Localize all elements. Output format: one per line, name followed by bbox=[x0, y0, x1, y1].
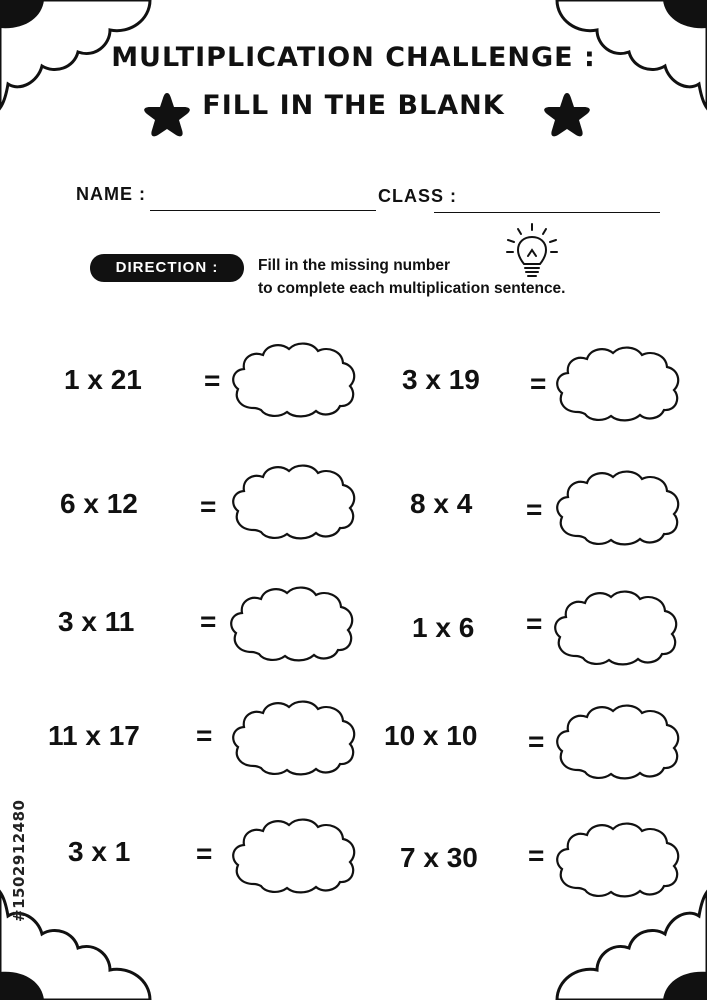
name-label: NAME : bbox=[76, 184, 146, 204]
class-label: CLASS : bbox=[378, 186, 457, 206]
cloud-answer-box-icon[interactable] bbox=[554, 700, 682, 780]
problem-8-10x10: 10 x 10 bbox=[384, 720, 478, 751]
cloud-answer-box-icon[interactable] bbox=[552, 586, 680, 666]
equals-sign: = bbox=[526, 608, 543, 639]
equals-sign: = bbox=[196, 838, 213, 869]
cloud-answer-box-icon[interactable] bbox=[230, 696, 358, 776]
lightbulb-icon bbox=[504, 222, 560, 282]
equals-sign: = bbox=[528, 726, 545, 757]
equals-sign: = bbox=[526, 494, 543, 525]
problem-5-3x11: 3 x 11 bbox=[58, 606, 135, 637]
problem-2-3x19: 3 x 19 bbox=[402, 364, 480, 395]
equals-sign: = bbox=[196, 720, 213, 751]
problem-7-11x17: 11 x 17 bbox=[48, 720, 140, 751]
corner-cloud-icon bbox=[0, 0, 160, 160]
problem-1-1x21: 1 x 21 bbox=[64, 364, 142, 395]
cloud-answer-box-icon[interactable] bbox=[230, 814, 358, 894]
problem-6-1x6: 1 x 6 bbox=[412, 612, 475, 643]
equals-sign: = bbox=[528, 840, 545, 871]
cloud-answer-box-icon[interactable] bbox=[554, 466, 682, 546]
equals-sign: = bbox=[200, 606, 217, 637]
cloud-answer-box-icon[interactable] bbox=[554, 818, 682, 898]
star-icon bbox=[540, 90, 594, 142]
direction-line-2: to complete each multiplication sentence. bbox=[258, 280, 566, 297]
problem-3-6x12: 6 x 12 bbox=[60, 488, 138, 519]
direction-label: DIRECTION : bbox=[115, 259, 219, 276]
worksheet-title: MULTIPLICATION CHALLENGE : bbox=[111, 42, 596, 73]
direction-line-1: Fill in the missing number bbox=[258, 257, 451, 274]
name-field[interactable] bbox=[150, 210, 376, 211]
cloud-answer-box-icon[interactable] bbox=[230, 460, 358, 540]
problem-9-3x1: 3 x 1 bbox=[68, 836, 131, 867]
class-field[interactable] bbox=[434, 212, 660, 213]
equals-sign: = bbox=[200, 491, 217, 522]
direction-badge bbox=[88, 252, 246, 284]
equals-sign: = bbox=[530, 368, 547, 399]
equals-sign: = bbox=[204, 365, 221, 396]
problem-10-7x30: 7 x 30 bbox=[400, 842, 478, 873]
problem-4-8x4: 8 x 4 bbox=[410, 488, 473, 519]
cloud-answer-box-icon[interactable] bbox=[228, 582, 356, 662]
cloud-answer-box-icon[interactable] bbox=[230, 338, 358, 418]
star-icon bbox=[140, 90, 194, 142]
cloud-answer-box-icon[interactable] bbox=[554, 342, 682, 422]
stock-id-watermark: #1502912480 bbox=[10, 799, 28, 922]
worksheet-subtitle: FILL IN THE BLANK bbox=[202, 90, 505, 121]
